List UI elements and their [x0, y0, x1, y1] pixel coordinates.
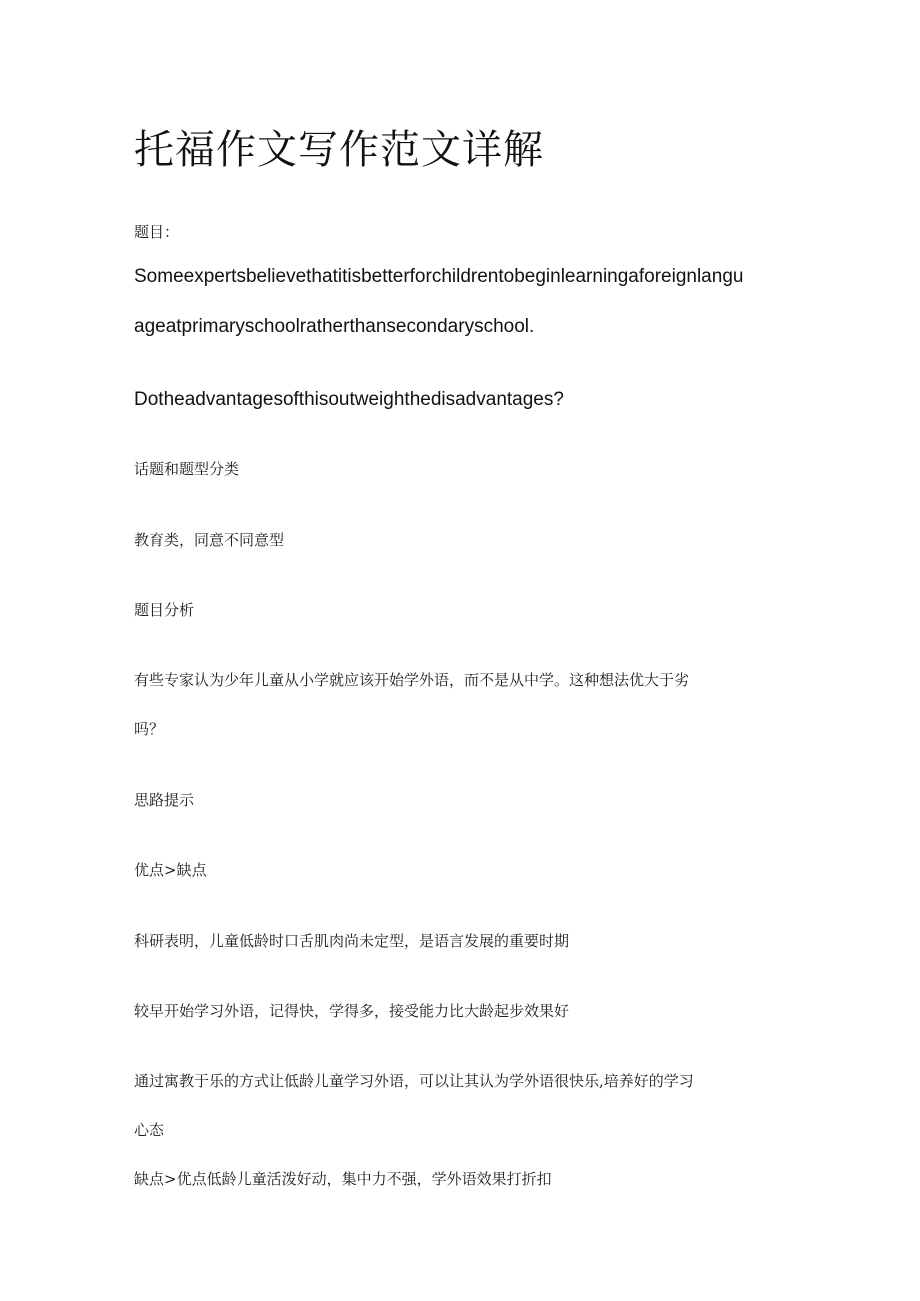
prompt-text-line-2: ageatprimaryschoolratherthansecondaryschool. — [134, 316, 535, 337]
hint-item-line-1: 通过寓教于乐的方式让低龄儿童学习外语，可以让其认为学外语很快乐,培养好的学习 — [134, 1072, 694, 1090]
hint-item: 科研表明，儿童低龄时口舌肌肉尚未定型，是语言发展的重要时期 — [134, 932, 570, 950]
hint-advantages-heading: 优点>缺点 — [134, 861, 207, 879]
prompt-text-line-1: Someexpertsbelievethatitisbetterforchildrentobeginlearningaforeignlangu — [134, 266, 744, 287]
analysis-text-line-1: 有些专家认为少年儿童从小学就应该开始学外语，而不是从中学。这种想法优大于劣 — [134, 671, 690, 689]
page-title: 托福作文写作范文详解 — [134, 127, 544, 173]
prompt-label: 题目： — [134, 223, 180, 241]
topic-heading: 话题和题型分类 — [134, 460, 240, 478]
analysis-heading: 题目分析 — [134, 601, 195, 619]
topic-value: 教育类，同意不同意型 — [134, 531, 285, 549]
hints-heading: 思路提示 — [134, 791, 195, 809]
hint-item: 较早开始学习外语，记得快，学得多，接受能力比大龄起步效果好 — [134, 1002, 570, 1020]
hint-disadvantages: 缺点>优点低龄儿童活泼好动，集中力不强，学外语效果打折扣 — [134, 1170, 552, 1188]
analysis-text-line-2: 吗？ — [134, 720, 165, 738]
prompt-question: Dotheadvantagesofthisoutweighthedisadvantages? — [134, 389, 564, 410]
hint-item-line-2: 心态 — [134, 1121, 165, 1139]
